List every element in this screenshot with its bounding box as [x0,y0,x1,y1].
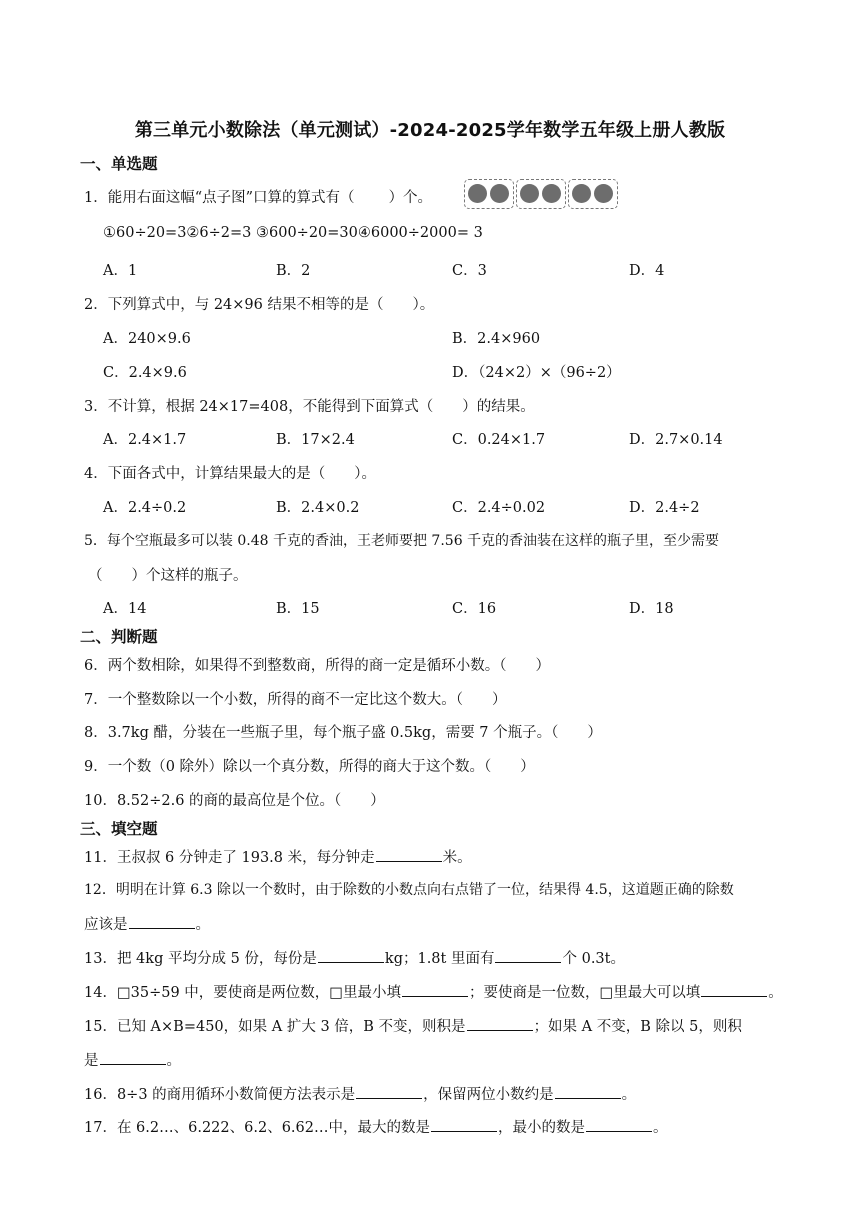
question-13-text: 13．把 4kg 平均分成 5 份，每份是 [84,951,317,967]
question-1-options [103,259,783,281]
question-15-mid: ；如果 A 不变，B 除以 5，则积 [533,1019,742,1035]
question-17-mid: ，最小的数是 [497,1120,585,1136]
option-d[interactable]: D．（24×2）×（96÷2） [452,365,621,381]
question-16-text: 16．8÷3 的商用循环小数简便方法表示是 [84,1087,356,1103]
question-1-stem-end: ）个。 [388,190,433,206]
question-15-text: 15．已知 A×B=450，如果 A 扩大 3 倍，B 不变，则积是 [84,1019,466,1035]
option-b[interactable]: B．17×2.4 [276,432,355,448]
answer-blank[interactable] [701,982,767,997]
question-14-mid: ；要使商是一位数，□里最大可以填 [469,985,701,1001]
answer-blank[interactable] [431,1117,497,1132]
dot-icon [490,184,509,203]
question-7: 7．一个整数除以一个小数，所得的商不一定比这个数大。（ ） [84,692,507,708]
question-11 [84,846,472,867]
question-14-text: 14．□35÷59 中，要使商是两位数，□里最小填 [84,985,402,1001]
option-b[interactable]: B．2.4×0.2 [276,500,360,516]
question-6: 6．两个数相除，如果得不到整数商，所得的商一定是循环小数。（ ） [84,658,550,674]
dot-icon [572,184,591,203]
answer-blank[interactable] [376,847,442,862]
question-2-options-row1 [103,327,783,349]
question-1-stem-start: 1．能用右面这幅“点子图”口算的算式有（ [84,190,355,206]
option-b[interactable]: B．2.4×960 [452,331,541,347]
question-3-stem: 3．不计算，根据 24×17=408，不能得到下面算式（ ）的结果。 [84,399,535,415]
dot-icon [520,184,539,203]
answer-blank[interactable] [586,1117,652,1132]
option-a[interactable]: A．14 [103,601,147,617]
question-9: 9．一个数（0 除外）除以一个真分数，所得的商大于这个数。（ ） [84,759,535,775]
answer-blank[interactable] [356,1084,422,1099]
section-heading-fill-blank: 三、填空题 [80,820,158,838]
section-heading-true-false: 二、判断题 [80,628,158,646]
option-c[interactable]: C．16 [452,601,497,617]
answer-blank[interactable] [555,1084,621,1099]
question-2-stem: 2．下列算式中，与 24×96 结果不相等的是（ ）。 [84,297,435,313]
option-d[interactable]: D．2.4÷2 [629,500,700,516]
question-17 [84,1116,667,1137]
question-4-stem: 4．下面各式中，计算结果最大的是（ ）。 [84,466,376,482]
question-15-end: 。 [166,1053,181,1069]
question-13-mid: kg；1.8t 里面有 [384,951,495,967]
question-14 [84,981,783,1002]
question-16-end: 。 [621,1087,637,1103]
question-5-options [103,597,783,619]
dot-icon [468,184,487,203]
question-16-mid: ，保留两位小数约是 [423,1087,554,1103]
question-13 [84,947,625,968]
option-a[interactable]: A．240×9.6 [103,331,191,347]
question-12-text: 应该是 [84,917,128,933]
question-8: 8．3.7kg 醋，分装在一些瓶子里，每个瓶子盛 0.5kg，需要 7 个瓶子。（ ） [84,725,602,741]
option-d[interactable]: D．4 [629,263,665,279]
question-1-stem [84,186,432,207]
answer-blank[interactable] [129,914,195,929]
option-c[interactable]: C．3 [452,263,487,279]
option-c[interactable]: C．2.4÷0.02 [452,500,546,516]
question-10: 10．8.52÷2.6 的商的最高位是个位。（ ） [84,793,385,809]
question-4-options [103,496,783,518]
answer-blank[interactable] [100,1050,166,1065]
question-17-text: 17．在 6.2…、6.222、6.2、6.62…中，最大的数是 [84,1120,430,1136]
question-15-cont: 是 [84,1053,99,1069]
dot-icon [542,184,561,203]
answer-blank[interactable] [402,982,468,997]
option-c[interactable]: C．2.4×9.6 [103,365,187,381]
option-b[interactable]: B．2 [276,263,311,279]
question-11-text: 11．王叔叔 6 分钟走了 193.8 米，每分钟走 [84,850,375,866]
question-17-end: 。 [652,1120,668,1136]
question-12-line1: 12．明明在计算 6.3 除以一个数时，由于除数的小数点向右点错了一位，结果得 4.5，这道题正确的除数 [84,882,734,898]
answer-blank[interactable] [318,948,384,963]
question-13-end: 个 0.3t。 [562,951,625,967]
section-heading-single-choice: 一、单选题 [80,155,158,173]
question-15-line2 [84,1049,181,1070]
question-15-line1 [84,1015,742,1036]
dot-group-2 [516,179,566,209]
option-d[interactable]: D．2.7×0.14 [629,432,723,448]
question-11-unit: 米。 [442,850,472,866]
answer-blank[interactable] [467,1016,533,1031]
question-14-end: 。 [768,985,783,1001]
option-b[interactable]: B．15 [276,601,320,617]
question-16 [84,1083,636,1104]
question-5-stem-line2: （ ）个这样的瓶子。 [88,568,248,584]
option-c[interactable]: C．0.24×1.7 [452,432,546,448]
option-a[interactable]: A．2.4÷0.2 [103,500,187,516]
option-a[interactable]: A．2.4×1.7 [103,432,187,448]
question-12-end: 。 [195,917,210,933]
question-2-options-row2 [103,361,783,383]
question-1-formulas: ①60÷20=3②6÷2=3 ③600÷20=30④6000÷2000= 3 [103,225,483,241]
page-title: 第三单元小数除法（单元测试）-2024-2025学年数学五年级上册人教版 [134,120,726,141]
answer-blank[interactable] [495,948,561,963]
dot-icon [594,184,613,203]
dot-group-3 [568,179,618,209]
option-a[interactable]: A．1 [103,263,138,279]
question-5-stem-line1: 5．每个空瓶最多可以装 0.48 千克的香油，王老师要把 7.56 千克的香油装在这样的瓶子里，至少需要 [84,533,720,549]
option-d[interactable]: D．18 [629,601,674,617]
dot-group-1 [464,179,514,209]
question-12-line2 [84,913,210,934]
question-3-options [103,428,783,450]
